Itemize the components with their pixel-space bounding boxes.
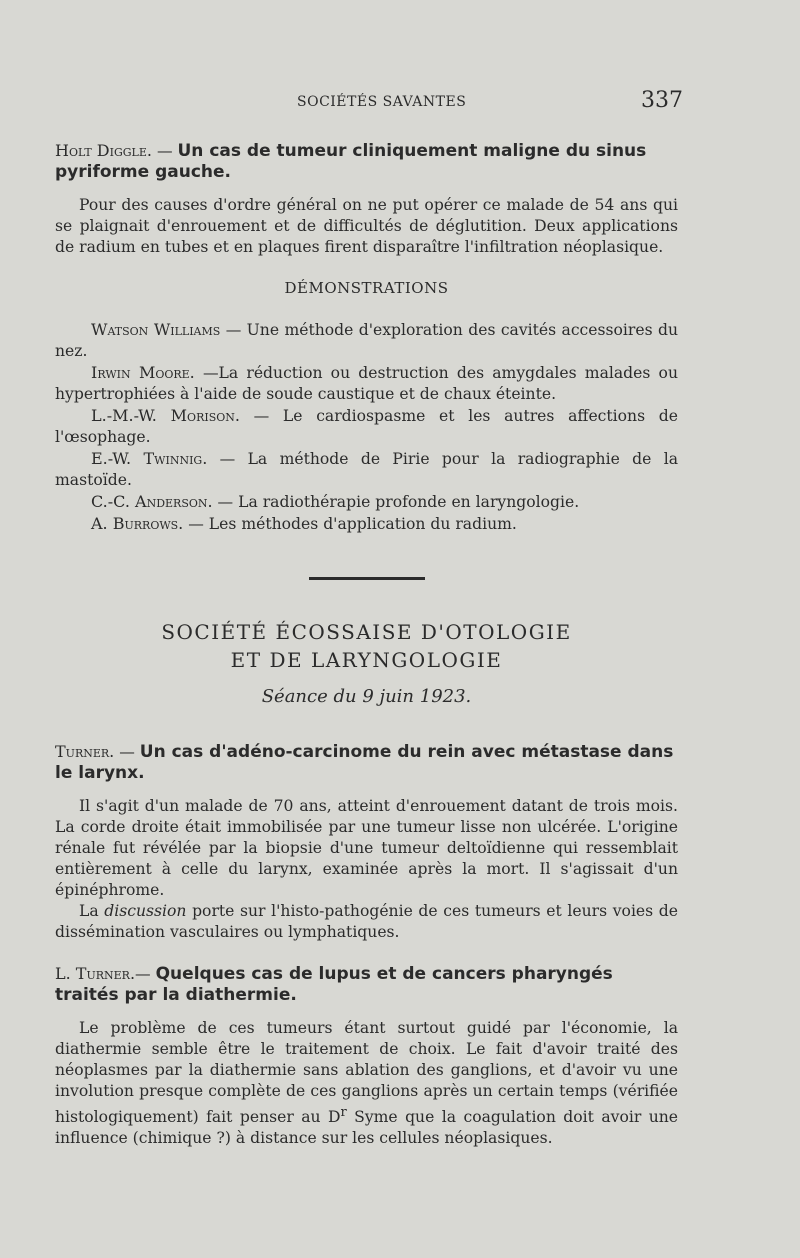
dash: — <box>135 965 156 983</box>
dash: — <box>151 142 178 160</box>
entry-body <box>55 1018 678 1149</box>
demonstration-item <box>55 513 678 535</box>
entry-title: Un cas d'adéno-carcinome du rein avec métastase dans le larynx. <box>55 742 674 783</box>
text-fragment: porte sur l'histo-pathogénie de ces tumeurs et leurs voies de dissémination vasculaires ou lymphatiques. <box>55 902 678 941</box>
demonstration-text: — Le cardiospasme et les autres affections de l'œsophage. <box>55 407 679 446</box>
author-name: E.-W. Twinnig. <box>91 449 208 468</box>
society-title-line2: ET DE LARYNGOLOGIE <box>230 648 503 672</box>
dash: — <box>114 743 140 761</box>
society-title-line1: SOCIÉTÉ ÉCOSSAISE D'OTOLOGIE <box>161 620 572 644</box>
text-fragment: La <box>79 902 105 920</box>
entry-title: Quelques cas de lupus et de cancers pharyngés traités par la diathermie. <box>55 964 613 1005</box>
page-content <box>55 140 678 1149</box>
text-fragment: Le problème de ces tumeurs étant surtout guidé par l'économie, la diathermie semble être le traitement de choix. Le fait d'avoir traité des néoplasmes par la diathermie sans ablation des ganglions, et d'avoir vu une involution presque complète de ces ganglions après un certain temps (vérifiée histologiquement) fait penser au D <box>55 1019 678 1127</box>
entry-heading-diggle <box>55 140 678 183</box>
demonstration-item <box>55 319 678 362</box>
demonstration-text: — Les méthodes d'application du radium. <box>183 515 517 533</box>
superscript: r <box>340 1105 347 1120</box>
entry-heading-l-turner <box>55 963 678 1006</box>
text-fragment: Syme que la coagulation doit avoir une influence (chimique ?) à distance sur les cellules néoplasiques. <box>55 1108 679 1148</box>
page-number: 337 <box>641 88 683 113</box>
entry-title: Un cas de tumeur cliniquement maligne du sinus pyriforme gauche. <box>55 141 647 182</box>
author-name: L. Turner. <box>55 964 136 983</box>
demonstration-text: — La méthode de Pirie pour la radiographie de la mastoïde. <box>55 450 678 489</box>
demonstration-text: —La réduction ou destruction des amygdales malades ou hypertrophiées à l'aide de soude caustique et de chaux éteinte. <box>55 364 678 403</box>
page-header <box>75 88 683 116</box>
author-name: L.-M.-W. Morison. <box>91 406 240 425</box>
discussion-italic: discussion <box>104 902 187 920</box>
demonstration-text: — La radiothérapie profonde en laryngologie. <box>212 493 580 511</box>
author-name: Turner. <box>55 742 115 761</box>
running-head: SOCIÉTÉS SAVANTES <box>297 94 467 110</box>
demonstration-item <box>55 405 678 448</box>
demonstration-item <box>55 448 678 491</box>
author-name: C.-C. Anderson. <box>91 492 213 511</box>
demonstration-item <box>55 362 678 405</box>
author-name: Watson Williams <box>91 320 221 339</box>
session-date: Séance du 9 juin 1923. <box>261 686 472 707</box>
author-name: A. Burrows. <box>91 514 184 533</box>
demonstration-item <box>55 491 678 513</box>
entry-heading-turner <box>55 741 678 784</box>
author-name: Irwin Moore. <box>91 363 195 382</box>
entry-body: Il s'agit d'un malade de 70 ans, atteint d'enrouement datant de trois mois. La corde droite était immobilisée par une tumeur lisse non ulcérée. L'origine rénale fut révélée par la biopsie d'une tumeur deltoïdienne qui ressemblait entièrement à celle du larynx, examinée après la mort. Il s'agissait d'un épinéphrome. <box>55 797 678 899</box>
entry-body: Pour des causes d'ordre général on ne put opérer ce malade de 54 ans qui se plaignait d'enrouement et de difficultés de déglutition. Deux applications de radium en tubes et en plaques firent disparaître l'infiltration néoplasique. <box>55 196 678 256</box>
author-name: Holt Diggle. <box>55 141 152 160</box>
entry-body-discussion <box>55 901 678 943</box>
section-title-demonstrations: DÉMONSTRATIONS <box>284 279 449 297</box>
demonstration-text: — Une méthode d'exploration des cavités accessoires du nez. <box>55 321 678 360</box>
